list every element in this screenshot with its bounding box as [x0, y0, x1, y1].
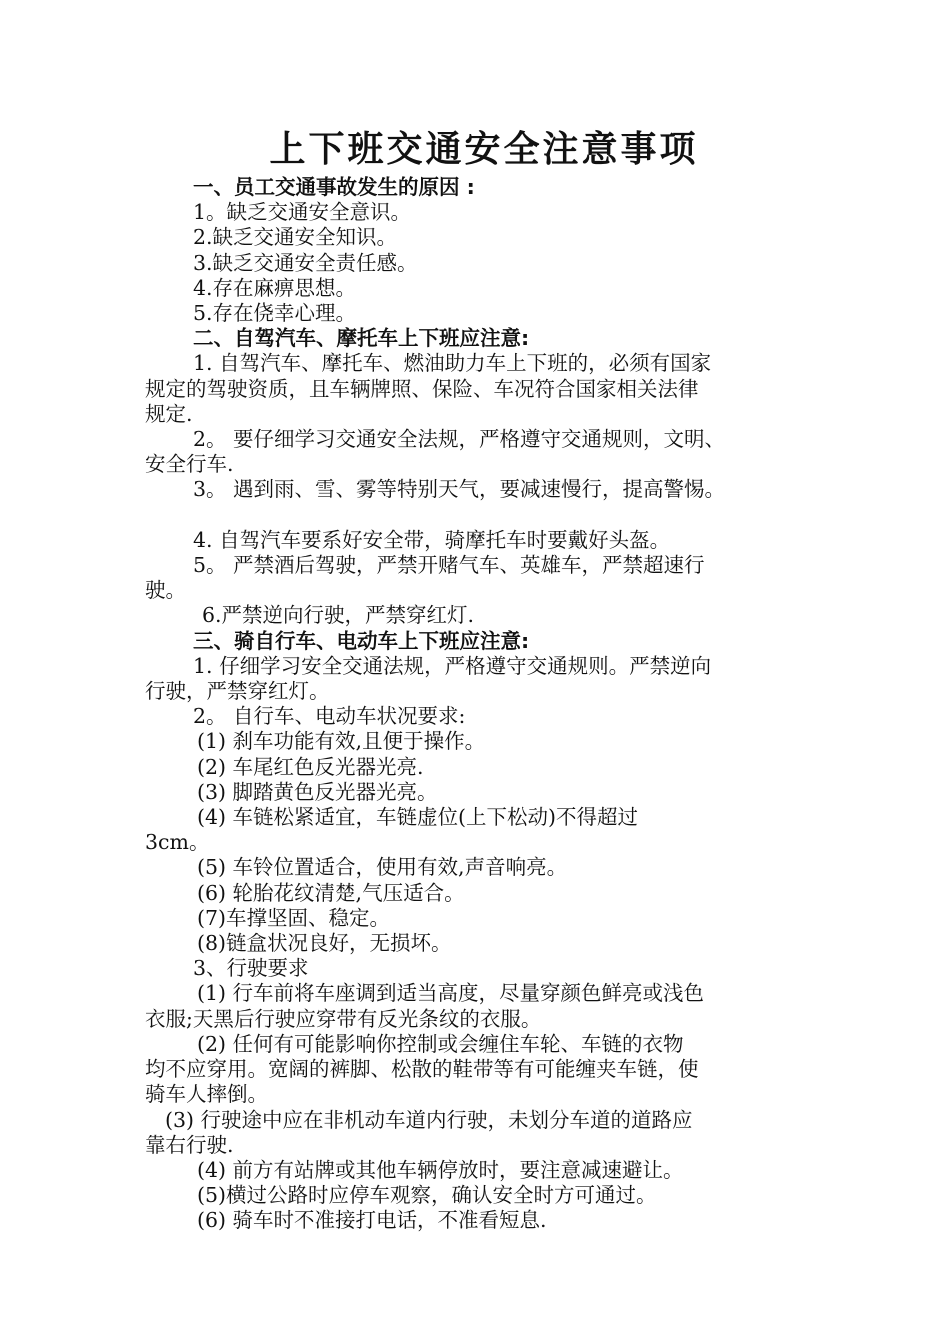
paragraph-line: 靠右行驶.: [145, 1132, 234, 1157]
list-item: (7)车撑坚固、稳定。: [197, 905, 391, 930]
paragraph-line: 2。 自行车、电动车状况要求:: [193, 704, 466, 729]
paragraph-line: 5。 严禁酒后驾驶，严禁开赌气车、英雄车，严禁超速行: [193, 553, 705, 578]
paragraph-line: 2。 要仔细学习交通安全法规，严格遵守交通规则，文明、: [193, 427, 726, 452]
list-item: (6) 骑车时不准接打电话，不准看短息.: [197, 1208, 547, 1233]
paragraph-line: 安全行车.: [145, 452, 234, 477]
list-item: 4.存在麻痹思想。: [193, 275, 357, 300]
list-item: (2) 任何有可能影响你控制或会缠住车轮、车链的衣物: [197, 1031, 684, 1056]
paragraph-line: 6.严禁逆向行驶，严禁穿红灯.: [202, 603, 475, 628]
paragraph-line: 规定.: [145, 401, 193, 426]
list-item: 1。缺乏交通安全意识。: [193, 200, 412, 225]
list-item: (1) 行车前将车座调到适当高度，尽量穿颜色鲜亮或浅色: [197, 981, 705, 1006]
list-item: 5.存在侥幸心理。: [193, 301, 357, 326]
section-causes: [145, 175, 811, 326]
list-item: 3.缺乏交通安全责任感。: [193, 250, 418, 275]
list-item: (4) 车链松紧适宜，车链虚位(上下松动)不得超过: [197, 805, 639, 830]
list-item: (8)链盒状况良好，无损坏。: [197, 931, 452, 956]
paragraph-line: 3、行驶要求: [193, 956, 309, 981]
paragraph-line: 驶。: [145, 578, 186, 603]
paragraph-line: 4. 自驾汽车要系好安全带，骑摩托车时要戴好头盔。: [193, 527, 671, 552]
page-title: 上下班交通安全注意事项: [269, 129, 699, 170]
paragraph-line: 均不应穿用。宽阔的裤脚、松散的鞋带等有可能缠夹车链，使: [145, 1057, 699, 1082]
section-bicycle-ebike: [145, 629, 811, 1234]
list-item: (4) 前方有站牌或其他车辆停放时，要注意减速避让。: [197, 1157, 684, 1182]
section-heading: 一、员工交通事故发生的原因 :: [193, 175, 475, 199]
paragraph-line: 行驶，严禁穿红灯。: [145, 679, 330, 704]
blank-line: [145, 503, 811, 528]
paragraph-line: 规定的驾驶资质，且车辆牌照、保险、车况符合国家相关法律: [145, 376, 699, 401]
list-item: (1) 刹车功能有效,且便于操作。: [197, 729, 486, 754]
list-item: (2) 车尾红色反光器光亮.: [197, 754, 424, 779]
list-item: (5)横过公路时应停车观察，确认安全时方可通过。: [197, 1183, 657, 1208]
paragraph-line: 衣服;天黑后行驶应穿带有反光条纹的衣服。: [145, 1006, 542, 1031]
list-item: (3) 行驶途中应在非机动车道内行驶，未划分车道的道路应: [165, 1107, 693, 1132]
list-item: (6) 轮胎花纹清楚,气压适合。: [197, 880, 465, 905]
paragraph-line: 1. 仔细学习安全交通法规，严格遵守交通规则。严禁逆向: [193, 653, 712, 678]
list-item: (3) 脚踏黄色反光器光亮。: [197, 779, 438, 804]
document-page: [145, 125, 811, 1234]
paragraph-line: 骑车人摔倒。: [145, 1082, 268, 1107]
paragraph-line: 3cm。: [145, 830, 210, 855]
list-item: 2.缺乏交通安全知识。: [193, 225, 398, 250]
section-car-motorcycle: [145, 326, 811, 628]
paragraph-line: 3。 遇到雨、雪、雾等特别天气，要减速慢行，提高警惕。: [193, 477, 726, 502]
section-heading: 二、自驾汽车、摩托车上下班应注意:: [193, 326, 530, 351]
list-item: (5) 车铃位置适合，使用有效,声音响亮。: [197, 855, 568, 880]
section-heading: 三、骑自行车、电动车上下班应注意:: [193, 628, 530, 653]
paragraph-line: 1. 自驾汽车、摩托车、燃油助力车上下班的，必须有国家: [193, 351, 712, 376]
